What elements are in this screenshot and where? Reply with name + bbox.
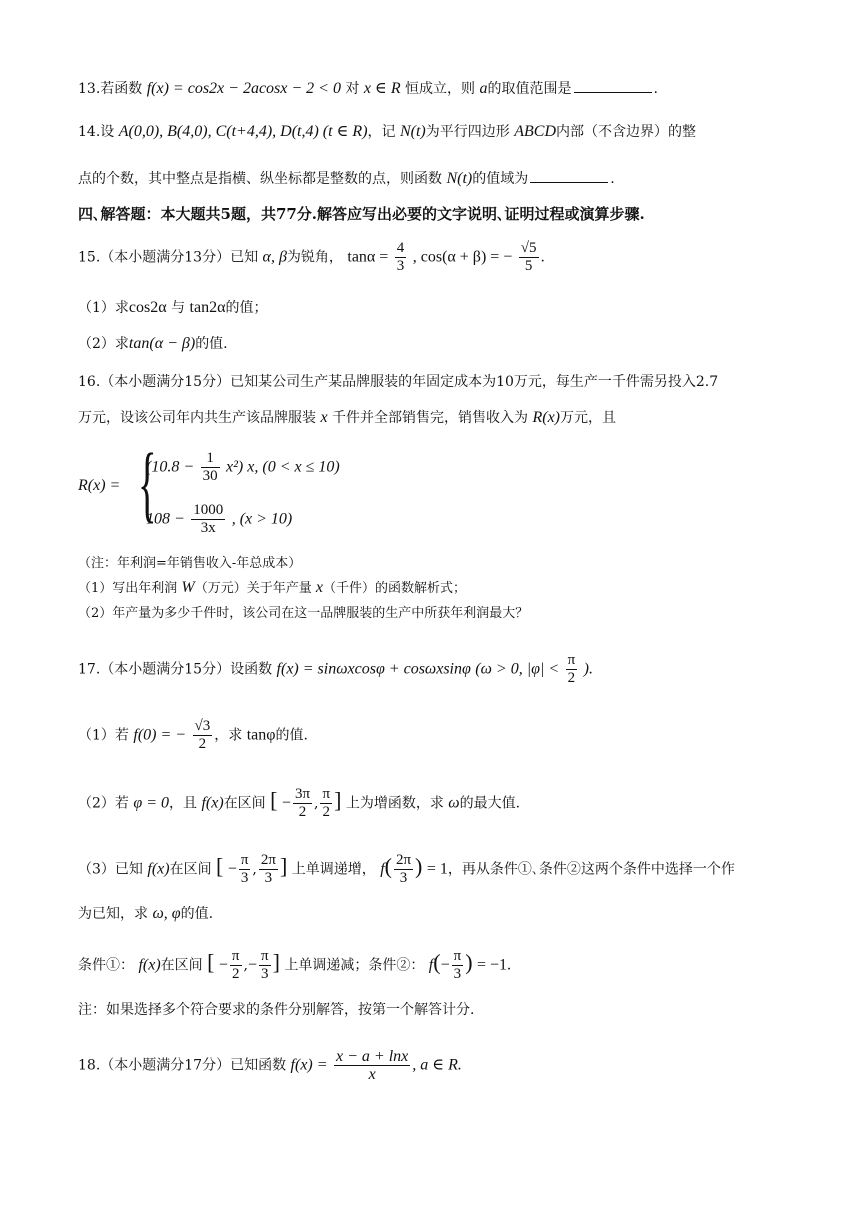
q14-tail: 内部（不含边界）的整 — [556, 124, 696, 140]
question-17 — [78, 652, 593, 687]
q17-func: f(x) = sinωxcosφ + cosωxsinφ — [276, 660, 471, 678]
q17-p3b: 在区间 — [169, 861, 212, 878]
q15-p1-mid: 与 — [171, 300, 186, 316]
q18-prefix: 18.（本小题满分17分）已知函数 — [78, 1057, 287, 1074]
section-4-heading: 四､解答题：本大题共5题，共77分.解答应写出必要的文字说明､证明过程或演算步骤. — [78, 205, 645, 223]
q16-lhs: R(x) = — [78, 477, 121, 494]
question-15-part2 — [78, 334, 228, 354]
q17-p3-frac2: $\frac{2\pi}{3}$ — [260, 852, 276, 886]
q15-cos: , cos(α + β) = − — [412, 248, 513, 266]
q15-p2: （2）求 — [78, 336, 129, 352]
q13-answer-blank[interactable] — [574, 78, 652, 93]
q13-function: f(x) = cos2x − 2acosx − 2 < 0 — [146, 80, 341, 97]
q15-mid: 为锐角， — [286, 249, 343, 266]
question-16-line2 — [78, 408, 616, 428]
q17-p3a: （3）已知 — [78, 861, 143, 878]
q17-c1-frac1: $\frac{\pi}{2}$ — [231, 948, 240, 982]
q16-part2: （2）年产量为多少千件时，该公司在这一品牌服装的生产中所获年利润最大？ — [78, 606, 529, 621]
q15-frac2: $\frac{√5}{5}$ — [520, 240, 537, 274]
q16-case2-frac: $\frac{1000}{3x}$ — [193, 502, 224, 536]
q16-note: （注：年利润=年销售收入-年总成本） — [78, 556, 302, 571]
q17-p2-frac2: $\frac{\pi}{2}$ — [322, 786, 331, 820]
q17-p3d: = 1 — [426, 860, 448, 878]
q17-p2e: 的最大值. — [459, 795, 521, 812]
question-13: 13.若函数 f(x) = cos2x − 2acosx − 2 < 0 对 x ∈ R 恒成立，则 a的取值范围是 . — [78, 80, 658, 97]
q17-part3-line1: （3）已知 f(x)在区间 [ − $\frac{\pi}{3}$ , $\frac{2\pi}{3}$ ] 上单调递增， f( $\frac{2\pi}{3}$ ) = 1，再从条件①､条件②这两个条件中选择一个作 — [78, 852, 735, 886]
q17-p3-line2a: 为已知，求 — [78, 906, 148, 922]
q17-conditions: 条件①： f(x)在区间 [ − $\frac{\pi}{2}$ ,− $\frac{\pi}{3}$ ] 上单调递减；条件②： f(− $\frac{\pi}{3}$ ) = −1. — [78, 948, 512, 982]
q17-part2: （2）若 φ = 0，且 f(x)在区间 [ − $\frac{3\pi}{2}$ , $\frac{\pi}{2}$ ] 上为增函数，求 ω的最大值. — [78, 786, 521, 820]
q17-p3f: f(x) — [147, 860, 170, 878]
q13-var: a — [479, 80, 488, 97]
q14-points: A(0,0), B(4,0), C(t+4,4), D(t,4) (t ∈ R) — [118, 123, 368, 140]
q17-c1b: 在区间 — [160, 957, 203, 974]
q17-p2-phi: φ = 0 — [133, 794, 170, 812]
q16-case1-frac: $\frac{1}{30}$ — [202, 450, 218, 484]
q18-suffix: , a ∈ R. — [412, 1056, 462, 1074]
q17-prefix: 17.（本小题满分15分）设函数 — [78, 661, 273, 678]
q17-p1a: （1）若 — [78, 727, 129, 744]
q17-c1c: 上单调递减；条件②： — [284, 957, 425, 974]
q16-line2a: 万元，设该公司年内共生产该品牌服装 — [78, 410, 316, 426]
q17-p2b: ，且 — [169, 795, 198, 812]
q17-c1a: 条件①： — [78, 957, 134, 974]
q17-p2a: （2）若 — [78, 795, 129, 812]
q15-p1-expr: cos2α — [128, 299, 167, 316]
q17-c1f: f(x) — [138, 956, 161, 974]
q13-suffix: 的取值范围是 — [487, 81, 572, 97]
q15-p1-expr2: tan2α — [189, 299, 226, 316]
q17-cond-a: (ω > 0, |φ| < — [475, 660, 560, 678]
q17-c2-frac: $\frac{\pi}{3}$ — [453, 948, 462, 982]
q15-ab: α, β — [262, 248, 287, 266]
q14-end: 为平行四边形 — [425, 124, 510, 140]
question-14-line1 — [78, 122, 696, 142]
question-18 — [78, 1048, 462, 1083]
q14-line2a: 点的个数，其中整点是指横、纵坐标都是整数的点，则函数 — [78, 171, 442, 187]
q16-p1: （1）写出年利润 — [78, 581, 178, 596]
q17-p1b: ，求 — [214, 727, 243, 744]
q17-p1f: f(0) = − — [133, 726, 187, 744]
question-15-part1 — [78, 298, 267, 318]
q17-c2b: = −1. — [476, 956, 512, 974]
q13-mid: 恒成立，则 — [405, 81, 476, 97]
q16-p1-w: W — [181, 579, 195, 596]
q16-brace: { — [138, 435, 157, 531]
q17-p2d: 上为增函数，求 — [345, 795, 444, 812]
q18-frac: $\frac{x - a + \ln x}{x}$ — [336, 1048, 409, 1083]
q16-case2 — [146, 502, 292, 537]
question-16-line1: 16.（本小题满分15分）已知某公司生产某品牌服装的年固定成本为10万元，每生产一千件需另投入2.7 — [78, 374, 719, 390]
q15-p1-end: 的值； — [225, 300, 268, 316]
q15-prefix: 15.（本小题满分13分）已知 — [78, 249, 259, 266]
q14-answer-blank[interactable] — [530, 168, 608, 183]
q16-case1a: (10.8 − — [146, 458, 195, 476]
q17-part3-line2 — [78, 904, 213, 924]
q14-nt: N(t) — [399, 123, 426, 140]
q16-p1c: （千件）的函数解析式； — [323, 581, 467, 596]
q15-p1: （1）求 — [78, 300, 129, 316]
q17-p1-frac: $\frac{√3}{2}$ — [194, 718, 211, 752]
q17-p3c: 上单调递增， — [291, 861, 376, 878]
q17-p3-wp: ω, φ — [152, 905, 181, 922]
q16-case2b: , (x > 10) — [231, 510, 293, 528]
q17-p2f: f(x) — [201, 794, 224, 812]
q17-c1-frac2: $\frac{\pi}{3}$ — [260, 948, 269, 982]
q16-case1 — [146, 450, 340, 485]
q15-frac1: $\frac{4}{3}$ — [396, 240, 405, 274]
q16-part1 — [78, 578, 466, 599]
q17-p3-frac1: $\frac{\pi}{3}$ — [240, 852, 249, 886]
q16-p1b: （万元）关于年产量 — [194, 581, 312, 596]
q17-p2w: ω — [448, 794, 460, 812]
q16-case2a: 108 − — [146, 510, 185, 528]
q17-p1c: 的值. — [275, 727, 308, 744]
q14-prefix: 14.设 — [78, 124, 115, 140]
q17-p2-frac1: $\frac{3\pi}{2}$ — [294, 786, 311, 820]
q16-case1b: x²) x, (0 < x ≤ 10) — [226, 458, 340, 476]
q15-tan: tanα = — [347, 248, 389, 266]
q14-nt2: N(t) — [446, 170, 473, 187]
q17-p1-tan: tanφ — [246, 726, 276, 744]
q13-cond: 对 — [345, 81, 360, 97]
q16-piecewise-lhs — [78, 476, 120, 496]
q14-abcd: ABCD — [514, 123, 556, 140]
q16-rx: R(x) — [532, 409, 560, 426]
question-14-line2: 点的个数，其中整点是指横、纵坐标都是整数的点，则函数 N(t)的值域为 . — [78, 170, 615, 187]
q16-line2b: 千件并全部销售完，销售收入为 — [332, 410, 529, 426]
question-15: 15.（本小题满分13分）已知 α, β为锐角， tanα = $\frac{4}{3}$ , cos(α + β) = − $\frac{√5}{5}$ . — [78, 240, 545, 274]
q16-p1-x: x — [315, 579, 324, 596]
q17-cond-b: ). — [583, 660, 593, 678]
q17-p3-line2b: 的值. — [180, 906, 214, 922]
q14-line2b: 的值域为 — [472, 171, 529, 187]
q15-p2-expr: tan(α − β) — [128, 335, 196, 352]
q17-p3e: ，再从条件①､条件②这两个条件中选择一个作 — [447, 861, 735, 878]
q17-cond-frac: $\frac{\pi}{2}$ — [567, 652, 576, 686]
q17-part1 — [78, 718, 308, 753]
q17-p2c: 在区间 — [223, 795, 266, 812]
q13-prefix: 13.若函数 — [78, 81, 143, 97]
q17-p3-fv-frac: $\frac{2\pi}{3}$ — [395, 852, 412, 886]
q16-line2c: 万元，且 — [560, 410, 616, 426]
q16-x: x — [320, 409, 328, 426]
q15-p2-end: 的值. — [195, 336, 228, 352]
q17-note: 注：如果选择多个符合要求的条件分别解答，按第一个解答计分. — [78, 1002, 475, 1018]
q14-mid: ，记 — [367, 124, 396, 140]
q18-f: f(x) = — [290, 1056, 328, 1074]
q13-domain: x ∈ R — [363, 80, 401, 97]
